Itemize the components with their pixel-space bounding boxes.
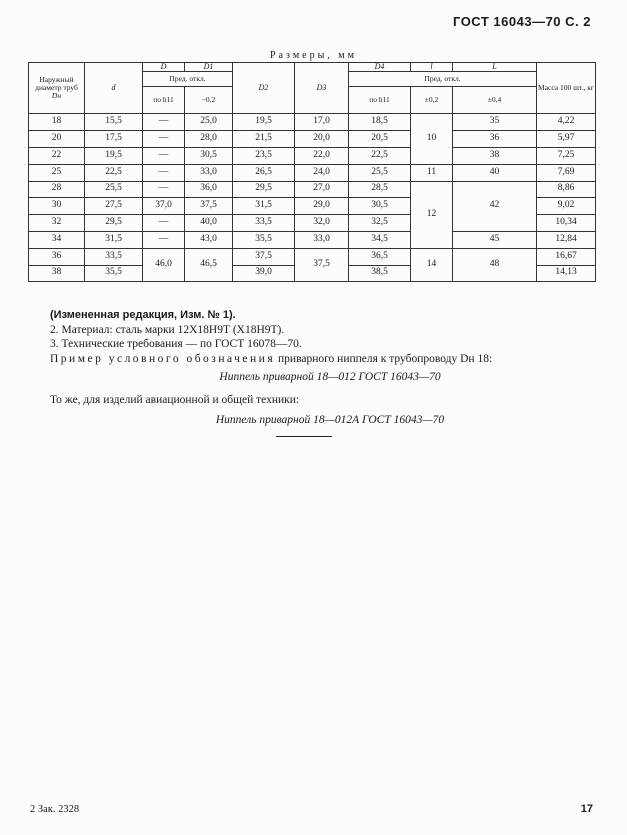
cell-dn: 36	[29, 248, 85, 265]
header-d: d	[85, 63, 143, 114]
header-D2: D2	[233, 63, 295, 114]
cell-D: —	[143, 114, 185, 131]
header-D3: D3	[295, 63, 349, 114]
cell-d: 33,5	[85, 248, 143, 265]
header-h11-b: по h11	[349, 87, 411, 114]
cell-dn: 32	[29, 215, 85, 232]
cell-mass: 16,67	[537, 248, 596, 265]
cell-d: 31,5	[85, 231, 143, 248]
example-designation-2: Ниппель приварной 18—012А ГОСТ 16043—70	[215, 414, 445, 426]
table-row	[29, 114, 596, 131]
cell-D2: 31,5	[233, 198, 295, 215]
cell-D2: 29,5	[233, 181, 295, 198]
cell-dn: 38	[29, 265, 85, 282]
cell-mass: 5,97	[537, 131, 596, 148]
cell-L: 36	[453, 131, 537, 148]
cell-D2: 26,5	[233, 164, 295, 181]
cell-mass: 9,02	[537, 198, 596, 215]
cell-D1: 30,5	[185, 147, 233, 164]
cell-mass: 10,34	[537, 215, 596, 232]
cell-D3: 24,0	[295, 164, 349, 181]
cell-D: —	[143, 231, 185, 248]
example-intro: Пример условного обозначения	[50, 352, 276, 365]
cell-dn: 25	[29, 164, 85, 181]
cell-d: 22,5	[85, 164, 143, 181]
cell-D3: 27,0	[295, 181, 349, 198]
cell-L: 38	[453, 147, 537, 164]
cell-D4: 38,5	[349, 265, 411, 282]
example-rest: приварного ниппеля к трубопроводу Dн 18:	[275, 352, 493, 365]
cell-D4: 32,5	[349, 215, 411, 232]
cell-D3-merged: 37,5	[295, 248, 349, 282]
table-row	[29, 248, 596, 265]
cell-dn: 22	[29, 147, 85, 164]
tech-requirements-note: 3. Технические требования — по ГОСТ 16078—70.	[50, 338, 302, 350]
cell-l-merged: 10	[411, 114, 453, 164]
header-pm04: ±0,4	[453, 87, 537, 114]
header-minus02: −0,2	[185, 87, 233, 114]
page-header: ГОСТ 16043—70 С. 2	[453, 14, 591, 29]
cell-mass: 7,25	[537, 147, 596, 164]
cell-L-merged: 48	[453, 248, 537, 282]
cell-D: —	[143, 147, 185, 164]
cell-d: 25,5	[85, 181, 143, 198]
table-row	[29, 147, 596, 164]
page-number: 17	[580, 803, 593, 815]
cell-D4: 28,5	[349, 181, 411, 198]
cell-D3: 29,0	[295, 198, 349, 215]
cell-mass: 12,84	[537, 231, 596, 248]
cell-D: —	[143, 131, 185, 148]
cell-dn: 30	[29, 198, 85, 215]
cell-D3: 17,0	[295, 114, 349, 131]
cell-D3: 32,0	[295, 215, 349, 232]
cell-D4: 25,5	[349, 164, 411, 181]
table-caption: Размеры, мм	[270, 50, 357, 61]
cell-dn: 20	[29, 131, 85, 148]
cell-D2: 23,5	[233, 147, 295, 164]
header-h11: по h11	[143, 87, 185, 114]
cell-D4: 36,5	[349, 248, 411, 265]
cell-D: —	[143, 181, 185, 198]
cell-l-merged: 14	[411, 248, 453, 282]
cell-d: 27,5	[85, 198, 143, 215]
cell-dn: 18	[29, 114, 85, 131]
cell-L-merged: 42	[453, 181, 537, 231]
cell-d: 19,5	[85, 147, 143, 164]
cell-D1: 37,5	[185, 198, 233, 215]
cell-D1: 36,0	[185, 181, 233, 198]
same-for-aviation: То же, для изделий авиационной и общей техники:	[50, 393, 300, 406]
cell-L: 35	[453, 114, 537, 131]
table-row	[29, 164, 596, 181]
cell-mass: 14,13	[537, 265, 596, 282]
cell-d: 35,5	[85, 265, 143, 282]
cell-mass: 7,69	[537, 164, 596, 181]
cell-D: —	[143, 215, 185, 232]
header-tolerance: Пред. откл.	[143, 72, 233, 87]
cell-D2: 37,5	[233, 248, 295, 265]
cell-D: 37,0	[143, 198, 185, 215]
cell-D4: 18,5	[349, 114, 411, 131]
cell-D2: 33,5	[233, 215, 295, 232]
cell-mass: 4,22	[537, 114, 596, 131]
cell-l: 11	[411, 164, 453, 181]
header-mass: Масса 100 шт., кг	[537, 63, 596, 114]
header-D1: D1	[185, 63, 233, 72]
cell-D2: 19,5	[233, 114, 295, 131]
header-pm02: ±0,2	[411, 87, 453, 114]
cell-D1: 28,0	[185, 131, 233, 148]
footer-order: 2 Зак. 2328	[30, 804, 80, 815]
cell-D1: 25,0	[185, 114, 233, 131]
cell-D1: 43,0	[185, 231, 233, 248]
cell-L: 40	[453, 164, 537, 181]
cell-D1: 40,0	[185, 215, 233, 232]
cell-D2: 39,0	[233, 265, 295, 282]
cell-D3: 22,0	[295, 147, 349, 164]
cell-l-merged: 12	[411, 181, 453, 248]
cell-d: 29,5	[85, 215, 143, 232]
notes-section	[50, 308, 610, 428]
cell-D2: 21,5	[233, 131, 295, 148]
header-l: l	[411, 63, 453, 72]
example-note	[50, 352, 610, 367]
cell-dn: 28	[29, 181, 85, 198]
table-row	[29, 181, 596, 198]
table-row	[29, 231, 596, 248]
cell-L: 45	[453, 231, 537, 248]
cell-D4: 34,5	[349, 231, 411, 248]
edition-note: (Измененная редакция, Изм. № 1).	[50, 309, 236, 321]
example-designation-1: Ниппель приварной 18—012 ГОСТ 16043—70	[219, 371, 441, 383]
cell-d: 15,5	[85, 114, 143, 131]
separator-line	[276, 436, 332, 437]
cell-dn: 34	[29, 231, 85, 248]
header-L: L	[453, 63, 537, 72]
cell-D-merged: 46,0	[143, 248, 185, 282]
cell-D: —	[143, 164, 185, 181]
cell-D4: 22,5	[349, 147, 411, 164]
header-outer-diameter: Наружный диаметр труб Dн	[29, 63, 85, 114]
material-note: 2. Материал: сталь марки 12Х18Н9Т (Х18Н9Т).	[50, 323, 285, 336]
cell-D4: 20,5	[349, 131, 411, 148]
dimensions-table	[28, 62, 596, 282]
cell-D1: 33,0	[185, 164, 233, 181]
cell-D2: 35,5	[233, 231, 295, 248]
cell-D4: 30,5	[349, 198, 411, 215]
cell-D3: 20,0	[295, 131, 349, 148]
cell-d: 17,5	[85, 131, 143, 148]
header-tolerance-2: Пред. откл.	[349, 72, 537, 87]
cell-D1-merged: 46,5	[185, 248, 233, 282]
table-row	[29, 131, 596, 148]
header-D: D	[143, 63, 185, 72]
cell-D3: 33,0	[295, 231, 349, 248]
cell-mass: 8,86	[537, 181, 596, 198]
header-D4: D4	[349, 63, 411, 72]
